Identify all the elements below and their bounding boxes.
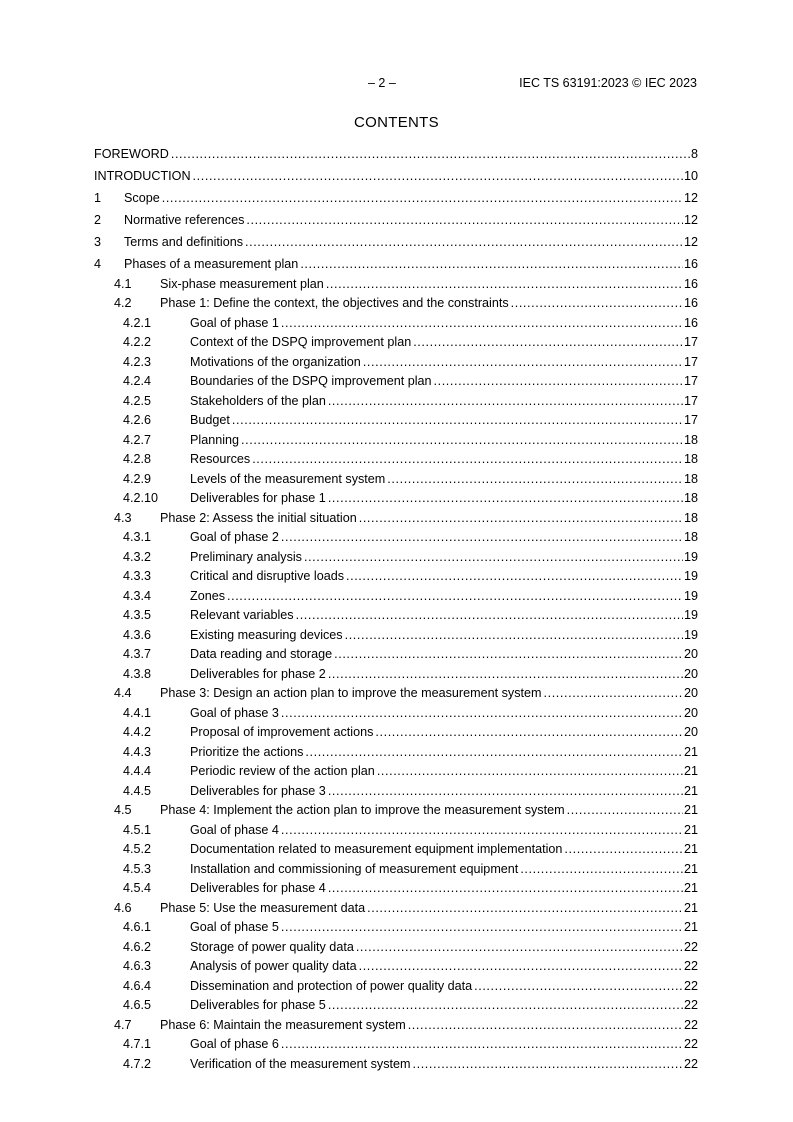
toc-entry-line (160, 801, 698, 821)
toc-leader-dots (375, 723, 683, 743)
toc-leader-dots (193, 167, 683, 187)
toc-entry-page: 21 (684, 840, 698, 860)
toc-entry-page: 19 (684, 587, 698, 607)
toc-entry-page: 22 (684, 996, 698, 1016)
toc-leader-dots (245, 233, 683, 253)
toc-leader-dots (413, 1055, 683, 1075)
toc-entry-number: 4.6.4 (123, 978, 152, 993)
toc-entry-page: 8 (691, 145, 698, 165)
toc-entry[interactable] (94, 450, 698, 470)
toc-entry-page: 22 (684, 957, 698, 977)
toc-entry-line (190, 333, 698, 353)
toc-entry-number: 4.2.7 (123, 432, 152, 447)
toc-leader-dots (408, 1016, 683, 1036)
toc-entry-page: 20 (684, 684, 698, 704)
toc-entry-label: Existing measuring devices (190, 626, 344, 646)
toc-entry-label: Dissemination and protection of power quality data (190, 977, 473, 997)
toc-entry-line (190, 587, 698, 607)
toc-entry-label: Phase 6: Maintain the measurement system (160, 1016, 407, 1036)
toc-entry-number: 2 (94, 213, 102, 228)
toc-entry-line (190, 918, 698, 938)
toc-entry-line (190, 314, 698, 334)
toc-entry-number: 4.2.6 (123, 413, 152, 428)
toc-leader-dots (241, 431, 683, 451)
toc-entry-line (160, 899, 698, 919)
toc-entry-number: 4.3 (114, 510, 132, 525)
toc-entry-line (190, 938, 698, 958)
toc-entry-line (190, 645, 698, 665)
toc-entry-number: 4.4 (114, 686, 132, 701)
toc-entry-label: Six-phase measurement plan (160, 275, 325, 295)
toc-entry-line (124, 255, 698, 275)
toc-entry[interactable] (94, 145, 698, 165)
toc-entry-page: 19 (684, 626, 698, 646)
toc-entry[interactable] (94, 294, 698, 314)
toc-entry-page: 17 (684, 353, 698, 373)
toc-entry-page: 19 (684, 548, 698, 568)
toc-entry-line (190, 782, 698, 802)
toc-leader-dots (520, 860, 683, 880)
toc-entry[interactable] (94, 431, 698, 451)
page-title: CONTENTS (354, 114, 439, 131)
toc-entry-page: 18 (684, 489, 698, 509)
toc-entry[interactable] (94, 528, 698, 548)
toc-entry-page: 20 (684, 704, 698, 724)
toc-entry-number: 4.1 (114, 276, 132, 291)
toc-entry-page: 21 (684, 879, 698, 899)
toc-entry-page: 21 (684, 801, 698, 821)
toc-entry[interactable] (94, 489, 698, 509)
toc-entry[interactable] (94, 548, 698, 568)
toc-entry[interactable] (94, 411, 698, 431)
toc-leader-dots (328, 782, 683, 802)
toc-entry-label: Phases of a measurement plan (124, 255, 299, 275)
toc-leader-dots (434, 372, 683, 392)
toc-entry-number: 4.3.5 (123, 608, 152, 623)
toc-entry-label: Relevant variables (190, 606, 295, 626)
toc-leader-dots (567, 801, 683, 821)
toc-entry-label: Stakeholders of the plan (190, 392, 327, 412)
toc-entry-label: Scope (124, 189, 161, 209)
toc-entry-line (124, 211, 698, 231)
toc-leader-dots (171, 145, 690, 165)
toc-entry[interactable] (94, 996, 698, 1016)
toc-entry[interactable] (94, 353, 698, 373)
toc-entry[interactable] (94, 938, 698, 958)
toc-entry-number: 4.4.2 (123, 725, 152, 740)
toc-entry-line (190, 665, 698, 685)
toc-entry-number: 4.2.1 (123, 315, 152, 330)
toc-entry-page: 16 (684, 314, 698, 334)
toc-entry-line (160, 294, 698, 314)
toc-entry-number: 4.2.4 (123, 374, 152, 389)
toc-entry-page: 17 (684, 372, 698, 392)
toc-entry-label: Documentation related to measurement equipment implementation (190, 840, 563, 860)
toc-entry-page: 21 (684, 743, 698, 763)
toc-entry-number: 4.3.7 (123, 647, 152, 662)
toc-entry-line (190, 723, 698, 743)
toc-entry-line (94, 167, 698, 187)
toc-entry[interactable] (94, 626, 698, 646)
toc-entry-line (190, 957, 698, 977)
toc-entry-label: Deliverables for phase 4 (190, 879, 327, 899)
toc-entry-page: 18 (684, 431, 698, 451)
toc-entry-page: 22 (684, 1055, 698, 1075)
toc-entry-line (190, 470, 698, 490)
toc-entry[interactable] (94, 957, 698, 977)
toc-entry[interactable] (94, 211, 698, 231)
toc-leader-dots (345, 626, 683, 646)
toc-entry-number: 4.3.6 (123, 627, 152, 642)
toc-leader-dots (227, 587, 683, 607)
toc-entry[interactable] (94, 977, 698, 997)
toc-entry-label: Analysis of power quality data (190, 957, 358, 977)
toc-entry[interactable] (94, 233, 698, 253)
toc-entry-label: Goal of phase 6 (190, 1035, 280, 1055)
toc-entry-page: 21 (684, 899, 698, 919)
toc-entry-label: Goal of phase 1 (190, 314, 280, 334)
toc-leader-dots (328, 665, 683, 685)
toc-entry-page: 18 (684, 528, 698, 548)
toc-entry-page: 20 (684, 723, 698, 743)
toc-entry-number: 4.4.1 (123, 705, 152, 720)
toc-entry-label: Goal of phase 5 (190, 918, 280, 938)
toc-entry-number: 4.4.4 (123, 764, 152, 779)
toc-entry-number: 4.6.5 (123, 998, 152, 1013)
toc-entry[interactable] (94, 665, 698, 685)
toc-entry-line (190, 879, 698, 899)
toc-entry-line (190, 353, 698, 373)
toc-leader-dots (305, 743, 683, 763)
toc-entry-line (190, 489, 698, 509)
toc-entry-line (160, 684, 698, 704)
toc-entry[interactable] (94, 167, 698, 187)
toc-entry[interactable] (94, 879, 698, 899)
toc-entry-page: 17 (684, 411, 698, 431)
toc-entry-label: Goal of phase 2 (190, 528, 280, 548)
toc-leader-dots (300, 255, 683, 275)
page-header (0, 76, 793, 92)
toc-entry[interactable] (94, 1055, 698, 1075)
toc-entry-number: 4.6.1 (123, 920, 152, 935)
toc-entry-line (190, 431, 698, 451)
toc-entry-page: 16 (684, 294, 698, 314)
toc-entry-number: 4.7.1 (123, 1037, 152, 1052)
toc-entry-line (190, 840, 698, 860)
toc-entry-label: Goal of phase 3 (190, 704, 280, 724)
toc-entry[interactable] (94, 392, 698, 412)
toc-entry-page: 22 (684, 1035, 698, 1055)
toc-leader-dots (281, 918, 683, 938)
toc-leader-dots (296, 606, 683, 626)
toc-entry[interactable] (94, 801, 698, 821)
toc-entry-line (190, 548, 698, 568)
toc-entry-number: 4.5.2 (123, 842, 152, 857)
toc-entry-label: Phase 1: Define the context, the objectives and the constraints (160, 294, 510, 314)
toc-entry-number: 4.2.10 (123, 491, 159, 506)
toc-entry-number: 4.3.3 (123, 569, 152, 584)
toc-leader-dots (474, 977, 683, 997)
toc-leader-dots (326, 275, 683, 295)
toc-entry-number: 4.6.2 (123, 939, 152, 954)
toc-entry[interactable] (94, 509, 698, 529)
toc-entry-label: Phase 2: Assess the initial situation (160, 509, 358, 529)
toc-entry-number: 4.5 (114, 803, 132, 818)
toc-entry-line (190, 704, 698, 724)
toc-entry-page: 21 (684, 918, 698, 938)
toc-entry[interactable] (94, 782, 698, 802)
toc-entry[interactable] (94, 255, 698, 275)
toc-entry-number: 4.7 (114, 1017, 132, 1032)
toc-entry-number: 4 (94, 257, 102, 272)
toc-leader-dots (281, 528, 683, 548)
toc-entry-label: Normative references (124, 211, 245, 231)
toc-entry-line (190, 528, 698, 548)
toc-entry-number: 4.2 (114, 296, 132, 311)
toc-entry-line (190, 392, 698, 412)
toc-entry-number: 1 (94, 191, 102, 206)
toc-entry-page: 16 (684, 255, 698, 275)
toc-leader-dots (162, 189, 683, 209)
toc-entry-page: 21 (684, 860, 698, 880)
page-number: – 2 – (368, 76, 396, 90)
toc-entry[interactable] (94, 840, 698, 860)
toc-leader-dots (367, 899, 683, 919)
table-of-contents (94, 145, 698, 1074)
toc-entry-number: 4.2.3 (123, 354, 152, 369)
toc-entry[interactable] (94, 704, 698, 724)
toc-entry-label: Goal of phase 4 (190, 821, 280, 841)
toc-entry-number: 4.7.2 (123, 1056, 152, 1071)
toc-entry-label: Terms and definitions (124, 233, 244, 253)
toc-entry-number: 4.2.2 (123, 335, 152, 350)
toc-entry-line (190, 567, 698, 587)
toc-leader-dots (328, 879, 683, 899)
toc-entry-page: 22 (684, 1016, 698, 1036)
toc-entry[interactable] (94, 918, 698, 938)
toc-entry-label: Boundaries of the DSPQ improvement plan (190, 372, 433, 392)
toc-entry[interactable] (94, 743, 698, 763)
toc-entry-page: 22 (684, 977, 698, 997)
toc-entry[interactable] (94, 189, 698, 209)
toc-entry-number: 4.3.2 (123, 549, 152, 564)
toc-leader-dots (281, 314, 683, 334)
toc-entry-number: 4.4.5 (123, 783, 152, 798)
toc-leader-dots (359, 957, 683, 977)
toc-leader-dots (246, 211, 683, 231)
toc-entry-number: 4.4.3 (123, 744, 152, 759)
toc-entry-label: Periodic review of the action plan (190, 762, 376, 782)
toc-leader-dots (346, 567, 683, 587)
toc-entry-label: Phase 4: Implement the action plan to improve the measurement system (160, 801, 566, 821)
toc-leader-dots (281, 1035, 683, 1055)
toc-entry[interactable] (94, 1016, 698, 1036)
toc-entry[interactable] (94, 684, 698, 704)
toc-entry-line (190, 860, 698, 880)
toc-entry-number: 4.5.1 (123, 822, 152, 837)
toc-entry-line (160, 275, 698, 295)
toc-leader-dots (328, 489, 683, 509)
toc-entry-line (190, 977, 698, 997)
toc-entry-label: Storage of power quality data (190, 938, 355, 958)
toc-entry-page: 20 (684, 665, 698, 685)
toc-entry-label: Verification of the measurement system (190, 1055, 412, 1075)
toc-leader-dots (304, 548, 683, 568)
toc-entry-page: 18 (684, 470, 698, 490)
toc-entry[interactable] (94, 1035, 698, 1055)
toc-entry-label: Deliverables for phase 1 (190, 489, 327, 509)
toc-leader-dots (328, 996, 683, 1016)
toc-entry[interactable] (94, 372, 698, 392)
toc-entry-label: Critical and disruptive loads (190, 567, 345, 587)
toc-entry-line (94, 145, 698, 165)
toc-entry[interactable] (94, 899, 698, 919)
toc-entry-label: Resources (190, 450, 251, 470)
toc-entry-page: 19 (684, 567, 698, 587)
toc-leader-dots (377, 762, 683, 782)
toc-entry[interactable] (94, 821, 698, 841)
toc-entry-page: 18 (684, 509, 698, 529)
toc-entry-line (190, 411, 698, 431)
toc-entry-page: 12 (684, 233, 698, 253)
toc-leader-dots (356, 938, 683, 958)
toc-entry-number: 4.3.4 (123, 588, 152, 603)
toc-entry-line (190, 450, 698, 470)
toc-entry-line (190, 996, 698, 1016)
toc-leader-dots (564, 840, 683, 860)
toc-entry[interactable] (94, 333, 698, 353)
toc-entry-label: Deliverables for phase 5 (190, 996, 327, 1016)
toc-entry-label: Planning (190, 431, 240, 451)
toc-entry-number: 4.6.3 (123, 959, 152, 974)
standard-reference: IEC TS 63191:2023 © IEC 2023 (519, 76, 697, 90)
toc-entry-label: Phase 5: Use the measurement data (160, 899, 366, 919)
toc-entry-label: Phase 3: Design an action plan to improve the measurement system (160, 684, 543, 704)
toc-entry[interactable] (94, 567, 698, 587)
toc-entry-page: 17 (684, 392, 698, 412)
toc-entry-label: Budget (190, 411, 231, 431)
toc-entry-line (190, 606, 698, 626)
toc-leader-dots (232, 411, 683, 431)
toc-entry-label: Proposal of improvement actions (190, 723, 374, 743)
toc-entry-line (190, 743, 698, 763)
toc-entry-number: 3 (94, 235, 102, 250)
toc-entry-page: 17 (684, 333, 698, 353)
toc-entry-page: 22 (684, 938, 698, 958)
toc-entry-label: Installation and commissioning of measurement equipment (190, 860, 519, 880)
toc-leader-dots (281, 704, 683, 724)
toc-entry-number: 4.2.9 (123, 471, 152, 486)
toc-entry-page: 10 (684, 167, 698, 187)
toc-entry[interactable] (94, 606, 698, 626)
toc-entry-line (124, 233, 698, 253)
toc-entry-line (160, 1016, 698, 1036)
toc-entry[interactable] (94, 314, 698, 334)
toc-leader-dots (413, 333, 683, 353)
toc-entry-label: Zones (190, 587, 226, 607)
toc-entry[interactable] (94, 762, 698, 782)
toc-entry-line (190, 626, 698, 646)
toc-entry-line (124, 189, 698, 209)
toc-entry-number: 4.5.4 (123, 881, 152, 896)
toc-entry-line (190, 372, 698, 392)
toc-leader-dots (363, 353, 683, 373)
toc-entry-label: Prioritize the actions (190, 743, 304, 763)
toc-entry-label: Data reading and storage (190, 645, 333, 665)
toc-entry-label: INTRODUCTION (94, 167, 192, 187)
toc-entry-label: Deliverables for phase 3 (190, 782, 327, 802)
toc-entry[interactable] (94, 860, 698, 880)
toc-entry-page: 21 (684, 782, 698, 802)
toc-entry-line (190, 762, 698, 782)
toc-entry-label: FOREWORD (94, 145, 170, 165)
toc-entry-page: 18 (684, 450, 698, 470)
toc-entry-number: 4.2.8 (123, 452, 152, 467)
toc-entry[interactable] (94, 470, 698, 490)
toc-entry-line (190, 821, 698, 841)
toc-entry-page: 12 (684, 211, 698, 231)
toc-entry-number: 4.3.1 (123, 530, 152, 545)
toc-entry-number: 4.6 (114, 900, 132, 915)
toc-entry-label: Preliminary analysis (190, 548, 303, 568)
toc-entry-number: 4.2.5 (123, 393, 152, 408)
toc-entry-label: Motivations of the organization (190, 353, 362, 373)
toc-leader-dots (328, 392, 683, 412)
toc-entry-label: Deliverables for phase 2 (190, 665, 327, 685)
toc-entry-number: 4.3.8 (123, 666, 152, 681)
toc-entry-page: 16 (684, 275, 698, 295)
toc-entry[interactable] (94, 587, 698, 607)
toc-leader-dots (359, 509, 683, 529)
toc-entry[interactable] (94, 275, 698, 295)
toc-leader-dots (511, 294, 683, 314)
toc-entry-line (160, 509, 698, 529)
toc-entry-label: Context of the DSPQ improvement plan (190, 333, 412, 353)
toc-leader-dots (387, 470, 683, 490)
toc-entry-line (190, 1035, 698, 1055)
toc-entry-page: 19 (684, 606, 698, 626)
toc-entry-page: 20 (684, 645, 698, 665)
toc-entry-page: 21 (684, 762, 698, 782)
toc-entry-label: Levels of the measurement system (190, 470, 386, 490)
toc-entry[interactable] (94, 645, 698, 665)
toc-leader-dots (252, 450, 683, 470)
toc-entry-page: 12 (684, 189, 698, 209)
toc-entry-page: 21 (684, 821, 698, 841)
toc-leader-dots (544, 684, 683, 704)
toc-entry[interactable] (94, 723, 698, 743)
toc-entry-line (190, 1055, 698, 1075)
toc-leader-dots (334, 645, 683, 665)
toc-entry-number: 4.5.3 (123, 861, 152, 876)
toc-leader-dots (281, 821, 683, 841)
